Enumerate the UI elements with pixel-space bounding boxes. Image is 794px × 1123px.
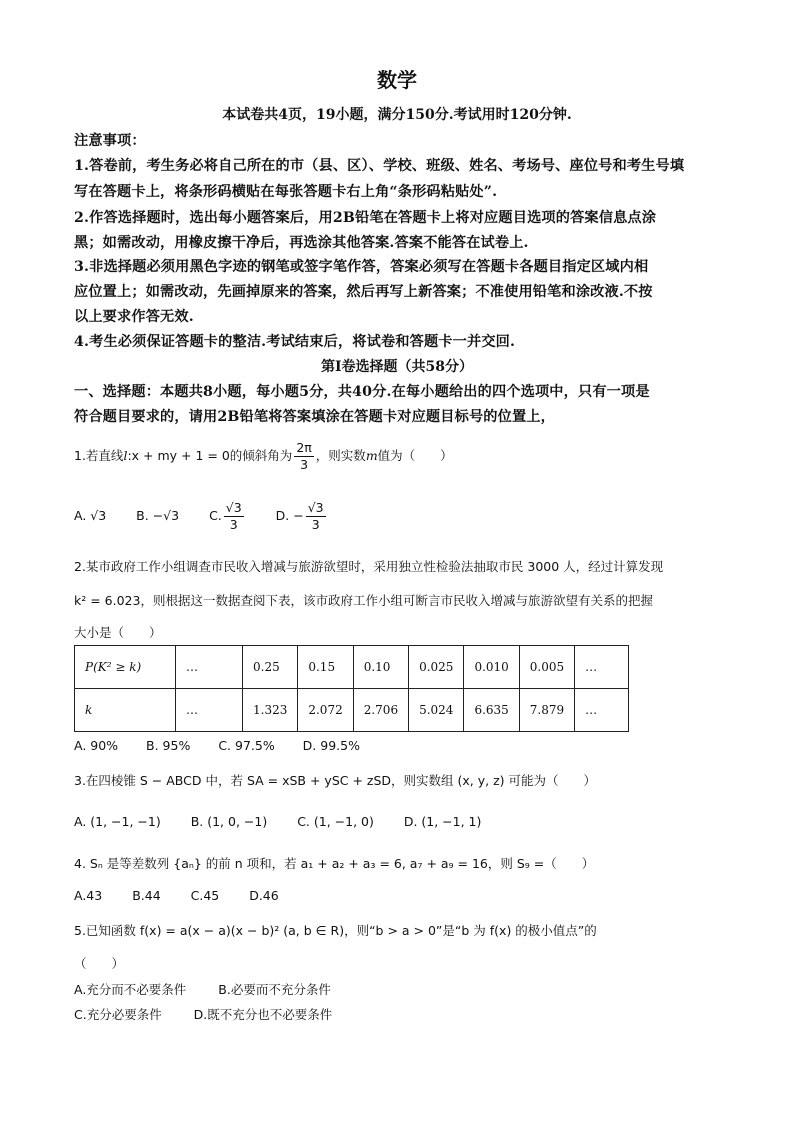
q1-option-d-num: √3 bbox=[307, 500, 324, 515]
q4-options bbox=[74, 888, 279, 903]
table-cell: 6.635 bbox=[464, 689, 519, 732]
section-title: 第I卷选择题（共58分） bbox=[320, 359, 474, 375]
notice-heading: 注意事项： bbox=[74, 133, 146, 149]
q1-fraction bbox=[294, 440, 313, 473]
q1-frac-num: 2π bbox=[296, 440, 312, 455]
q3-option-d: D. (1, −1, 1) bbox=[403, 814, 482, 829]
q5-options-row2 bbox=[74, 1005, 332, 1023]
q5-options-row1 bbox=[74, 980, 331, 998]
notice-line: 黑；如需改动，用橡皮擦干净后，再选涂其他答案.答案不能答在试卷上. bbox=[74, 235, 529, 251]
question-1 bbox=[74, 440, 453, 473]
question-4: 4. Sₙ 是等差数列 {aₙ} 的前 n 项和，若 a₁ + a₂ + a₃ = 6, a₇ + a₉ = 16，则 S₉ =（ ） bbox=[74, 856, 595, 871]
notice-line: 1.答卷前，考生务必将自己所在的市（县、区）、学校、班级、姓名、考场号、座位号和考生号填 bbox=[74, 158, 685, 174]
q4-option-d: D.46 bbox=[249, 888, 279, 903]
q3-options bbox=[74, 814, 481, 829]
question-5: 5.已知函数 f(x) = a(x − a)(x − b)² (a, b ∈ R)，则“b > a > 0”是“b 为 f(x) 的极小值点”的 bbox=[74, 923, 597, 938]
notice-line: 2.作答选择题时，选出每小题答案后，用2B铅笔在答题卡上将对应题目选项的答案信息点涂 bbox=[74, 210, 657, 226]
table-cell: 2.706 bbox=[353, 689, 408, 732]
notice-line: 3.非选择题必须用黑色字迹的钢笔或签字笔作答，答案必须写在答题卡各题目指定区域内相 bbox=[74, 259, 649, 275]
question-3: 3.在四棱锥 S − ABCD 中，若 SA = xSB + ySC + zSD，则实数组 (x, y, z) 可能为（ ） bbox=[74, 773, 596, 788]
q5-option-b: B.必要而不充分条件 bbox=[218, 982, 331, 997]
q5-option-d: D.既不充分也不必要条件 bbox=[193, 1007, 333, 1022]
q1-var-m: m bbox=[365, 448, 378, 463]
table-row bbox=[75, 646, 629, 689]
table-cell: 0.15 bbox=[298, 646, 353, 689]
q1-option-d-frac bbox=[306, 500, 326, 533]
q1-option-d-den: 3 bbox=[311, 517, 320, 532]
table-cell: 0.025 bbox=[409, 646, 464, 689]
q1-option-b: B. −√3 bbox=[136, 508, 180, 523]
q1-prefix: 1.若直线 bbox=[74, 448, 124, 463]
table-header-p: P(K² ≥ k) bbox=[75, 646, 176, 689]
q5-option-a: A.充分而不必要条件 bbox=[74, 982, 187, 997]
q2-option-c: C. 97.5% bbox=[218, 738, 275, 753]
q2-option-a: A. 90% bbox=[74, 738, 119, 753]
table-cell: … bbox=[575, 689, 629, 732]
q1-option-c-den: 3 bbox=[229, 517, 238, 532]
q1-mid: 的倾斜角为 bbox=[229, 448, 293, 463]
notice-line: 以上要求作答无效. bbox=[74, 309, 194, 325]
q2-line: 2.某市政府工作小组调查市民收入增减与旅游欲望时，采用独立性检验法抽取市民 3000 人，经过计算发现 bbox=[74, 559, 664, 574]
table-row bbox=[75, 689, 629, 732]
exam-info: 本试卷共4页，19小题，满分150分.考试用时120分钟. bbox=[222, 107, 572, 123]
q3-option-b: B. (1, 0, −1) bbox=[190, 814, 268, 829]
q2-line: 大小是（ ） bbox=[74, 625, 162, 640]
q3-option-a: A. (1, −1, −1) bbox=[74, 814, 161, 829]
q1-option-c-num: √3 bbox=[225, 500, 242, 515]
section-instruction: 符合题目要求的，请用2B铅笔将答案填涂在答题卡对应题目标号的位置上， bbox=[74, 409, 555, 425]
q3-option-c: C. (1, −1, 0) bbox=[297, 814, 374, 829]
q1-line-var: l bbox=[123, 448, 128, 463]
table-cell: … bbox=[575, 646, 629, 689]
q1-option-d-label: D. − bbox=[275, 508, 304, 523]
notice-line: 写在答题卡上，将条形码横贴在每张答题卡右上角“条形码粘贴处”. bbox=[74, 184, 498, 200]
table-header-k: k bbox=[75, 689, 176, 732]
section-instruction: 一、选择题：本题共8小题，每小题5分，共40分.在每小题给出的四个选项中，只有一项是 bbox=[74, 384, 650, 400]
q1-option-a: A. √3 bbox=[74, 508, 107, 523]
table-cell: 0.25 bbox=[243, 646, 298, 689]
q1-option-c-frac bbox=[224, 500, 244, 533]
table-cell: 2.072 bbox=[298, 689, 353, 732]
q1-suffix: ，则实数 bbox=[315, 448, 366, 463]
table-cell: 0.010 bbox=[464, 646, 519, 689]
q1-option-c-label: C. bbox=[209, 508, 222, 523]
q1-options bbox=[74, 500, 328, 533]
q1-end: 值为（ ） bbox=[377, 448, 453, 463]
q1-equation: :x + my + 1 = 0 bbox=[127, 448, 230, 463]
notice-line: 4.考生必须保证答题卡的整洁.考试结束后，将试卷和答题卡一并交回. bbox=[74, 334, 516, 350]
table-cell: … bbox=[176, 689, 243, 732]
table-cell: 5.024 bbox=[409, 689, 464, 732]
table-cell: 0.10 bbox=[353, 646, 408, 689]
notice-line: 应位置上；如需改动，先画掉原来的答案，然后再写上新答案；不准使用铅笔和涂改液.不按 bbox=[74, 284, 653, 300]
q5-option-c: C.充分必要条件 bbox=[74, 1007, 162, 1022]
q4-option-b: B.44 bbox=[132, 888, 161, 903]
table-cell: … bbox=[176, 646, 243, 689]
q5-paren: （ ） bbox=[74, 956, 125, 971]
q2-options bbox=[74, 738, 360, 753]
q2-line: k² = 6.023，则根据这一数据查阅下表，该市政府工作小组可断言市民收入增减与旅游欲望有关系的把握 bbox=[74, 593, 653, 608]
probability-table bbox=[74, 645, 629, 732]
q4-option-a: A.43 bbox=[74, 888, 103, 903]
table-cell: 1.323 bbox=[243, 689, 298, 732]
q4-option-c: C.45 bbox=[190, 888, 220, 903]
table-cell: 7.879 bbox=[519, 689, 574, 732]
page-title: 数学 bbox=[377, 68, 417, 92]
q1-frac-den: 3 bbox=[300, 457, 309, 472]
q2-option-b: B. 95% bbox=[146, 738, 191, 753]
table-cell: 0.005 bbox=[519, 646, 574, 689]
q2-option-d: D. 99.5% bbox=[302, 738, 360, 753]
